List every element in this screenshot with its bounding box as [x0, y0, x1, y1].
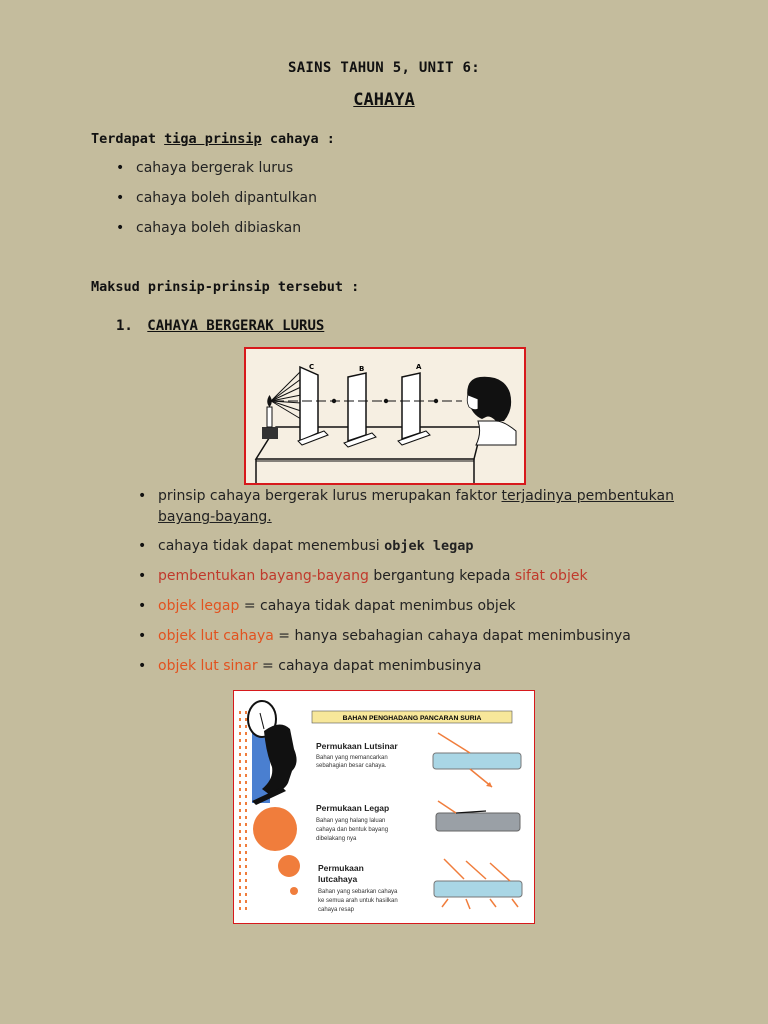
point3-red2: sifat objek: [514, 568, 588, 584]
materials-illustration: [234, 691, 534, 923]
screen-label-a: A: [416, 363, 422, 371]
material-desc-2b: cahaya dan bentuk bayang: [316, 827, 389, 833]
list-item: • cahaya boleh dibiaskan: [110, 220, 317, 250]
intro-prefix: Terdapat: [91, 131, 165, 147]
point3-mid: bergantung kepada: [368, 568, 515, 584]
explanation-list: [132, 486, 692, 688]
point2-text: cahaya tidak dapat menembusi: [158, 538, 385, 554]
list-item: • cahaya boleh dipantulkan: [110, 190, 317, 220]
material-desc-3a: Bahan yang sebarkan cahaya: [318, 889, 398, 895]
intro-line: [91, 131, 335, 147]
principles-list: [110, 160, 317, 250]
straight-light-figure: [244, 347, 526, 485]
page-title: CAHAYA: [353, 90, 415, 110]
point3-red1: pembentukan bayang-bayang: [158, 568, 369, 584]
point1-underline: terjadinya pembentukan bayang-bayang.: [158, 488, 674, 525]
intro-underlined: tiga prinsip: [164, 131, 262, 147]
materials-figure: [233, 690, 535, 924]
material-title-1: Permukaan Lutsinar: [316, 741, 398, 751]
list-item: [132, 658, 692, 688]
list-item: [132, 598, 692, 628]
material-desc-1b: sebahagian besar cahaya.: [316, 763, 387, 769]
point4-text: = cahaya tidak dapat menimbus objek: [239, 598, 516, 614]
section-title: CAHAYA BERGERAK LURUS: [147, 318, 325, 334]
list-item: • cahaya bergerak lurus: [110, 160, 317, 190]
list-item: [132, 628, 692, 658]
point5-term: objek lut cahaya: [158, 628, 274, 644]
material-desc-2a: Bahan yang halang laluan: [316, 818, 386, 824]
point5-text: = hanya sebahagian cahaya dapat menimbusinya: [273, 628, 631, 644]
material-desc-3b: ke semua arah untuk hasilkan: [318, 898, 398, 904]
screen-label-b: B: [359, 365, 365, 373]
point6-term: objek lut sinar: [158, 658, 258, 674]
point6-text: = cahaya dapat menimbusinya: [257, 658, 482, 674]
banner-text: BAHAN PENGHADANG PANCARAN SURIA: [342, 715, 482, 722]
meaning-heading: Maksud prinsip-prinsip tersebut :: [91, 279, 360, 295]
material-title-2: Permukaan Legap: [316, 803, 390, 813]
unit-subtitle: SAINS TAHUN 5, UNIT 6:: [287, 60, 481, 76]
list-item: [132, 568, 692, 598]
material-title-3a: Permukaan: [318, 863, 364, 873]
section-heading: [116, 318, 324, 334]
list-item: [132, 486, 692, 538]
intro-suffix: cahaya :: [261, 131, 335, 147]
point2-bold: objek legap: [384, 538, 474, 554]
screen-label-c: C: [309, 363, 315, 371]
point1-text: prinsip cahaya bergerak lurus merupakan faktor: [158, 488, 502, 504]
section-number: 1.: [116, 318, 133, 334]
point4-term: objek legap: [158, 598, 240, 614]
material-desc-2c: dibelakang nya: [316, 836, 357, 842]
material-title-3b: lutcahaya: [318, 874, 358, 884]
experiment-illustration: [246, 349, 524, 483]
material-desc-1a: Bahan yang memancarkan: [316, 755, 388, 761]
list-item: [132, 538, 692, 568]
material-desc-3c: cahaya resap: [318, 907, 355, 913]
